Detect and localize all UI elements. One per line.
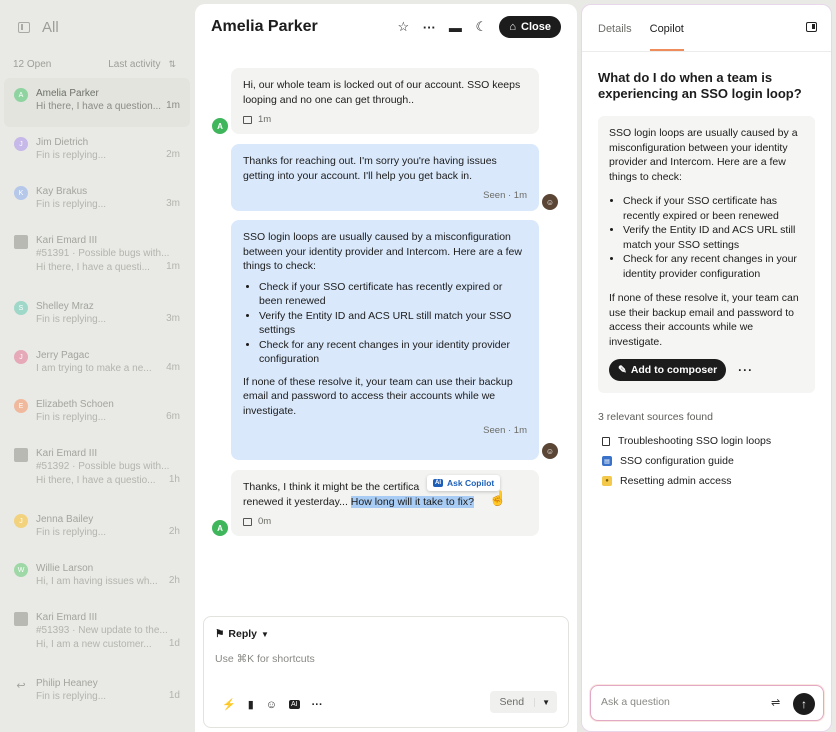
message-bullets (259, 280, 527, 367)
chevron-down-icon: ▼ (261, 629, 269, 639)
agent-message (231, 144, 539, 211)
conversation-snippet: Hi there, I have a questi... (36, 262, 150, 273)
bullet-item: • Check if your SSO certificate has recently expired or been renewed (259, 280, 527, 309)
book-icon (602, 437, 610, 446)
sort-label: Last activity (108, 58, 161, 70)
conversation-time: 2h (168, 526, 180, 537)
avatar: A (212, 520, 228, 536)
conversation-title: Amelia Parker (211, 18, 318, 35)
source-item[interactable] (602, 471, 815, 491)
message-text: Hi, our whole team is locked out of our account. SSO keeps looping and no one can get through.. (243, 79, 521, 106)
message-text-part: renewed it yesterday... (243, 495, 351, 508)
composer-toolbar (222, 698, 323, 711)
ask-copilot-label: Ask Copilot (447, 478, 495, 488)
conversation-name: Elizabeth Schoen (36, 399, 114, 410)
copilot-question: What do I do when a team is experiencing an SSO login loop? (598, 70, 802, 101)
conversation-item[interactable] (4, 78, 190, 127)
conversation-time: 1d (168, 690, 180, 701)
emoji-icon[interactable]: ☺ (265, 698, 277, 711)
send-button[interactable] (490, 691, 557, 713)
ticket-icon (14, 448, 28, 462)
conversation-time: 1m (166, 261, 180, 272)
source-title: Troubleshooting SSO login loops (618, 435, 772, 447)
conversation-snippet: Fin is replying... (36, 527, 107, 538)
open-count[interactable]: 12 Open (13, 58, 52, 70)
check-icon: ⌂ (509, 21, 517, 33)
message-outro: If none of these resolve it, your team can use their backup email and password to access their accounts while we investigate. (243, 375, 513, 417)
conversation-ticket: #51393 · New update to the... (36, 625, 168, 636)
bullet-item: • Check if your SSO certificate has recently expired or been renewed (623, 194, 804, 223)
agent-avatar: ☺ (542, 443, 558, 459)
avatar: A (14, 88, 28, 102)
reply-arrow-icon: ↩ (16, 679, 26, 692)
ticket-icon[interactable]: ▬ (448, 19, 462, 35)
ai-icon: AI (435, 480, 441, 486)
avatar: J (14, 514, 28, 528)
add-to-composer-label: Add to composer (630, 363, 718, 376)
avatar: W (14, 563, 28, 577)
conversation-time: 1h (168, 474, 180, 485)
conversation-name: Kari Emard III (36, 612, 98, 623)
close-label: Close (521, 21, 551, 33)
conversation-item[interactable] (4, 438, 190, 504)
source-item[interactable] (602, 431, 815, 451)
chat-icon (243, 518, 252, 526)
avatar: E (14, 399, 28, 413)
inbox-header (0, 0, 194, 54)
source-item[interactable] (602, 451, 815, 471)
panel-toggle-icon[interactable] (806, 22, 817, 32)
tab-copilot[interactable]: Copilot (650, 23, 684, 51)
conversation-item[interactable] (4, 176, 190, 225)
ask-question-input[interactable] (601, 696, 761, 708)
conversation-snippet: Hi there, I have a question... (36, 101, 162, 112)
conversation-time: 4m (166, 362, 180, 373)
conversation-panel (195, 4, 577, 732)
selected-text[interactable]: How long will it take to fix? (350, 495, 474, 508)
copilot-answer (598, 116, 815, 393)
conversation-name: Willie Larson (36, 563, 94, 574)
source-list (582, 423, 831, 491)
chat-icon (243, 116, 252, 124)
conversation-snippet: Fin is replying... (36, 691, 107, 702)
conversation-time: 1d (168, 638, 180, 649)
conversation-item[interactable] (4, 291, 190, 340)
send-label: Send (499, 696, 525, 708)
send-arrow-icon[interactable]: ↑ (793, 693, 815, 715)
bullet-item: • Verify the Entity ID and ACS URL still match your SSO settings (259, 309, 527, 338)
conversation-time: 2m (166, 149, 180, 160)
reply-composer (203, 616, 569, 728)
inbox-sidebar (0, 0, 194, 732)
conversation-actions (395, 16, 561, 38)
ticket-icon (14, 612, 28, 626)
avatar: S (14, 301, 28, 315)
message-time: 1m (258, 114, 272, 125)
sources-title: 3 relevant sources found (598, 411, 713, 423)
lightning-icon[interactable]: ⚡ (222, 699, 236, 711)
ticket-icon (14, 235, 28, 249)
agent-message (231, 220, 539, 460)
conversation-snippet: Fin is replying... (36, 199, 107, 210)
conversation-item[interactable] (4, 602, 190, 668)
lock-icon: ● (602, 476, 612, 486)
bullet-item: • Check for any recent changes in your identity provider configuration (259, 338, 527, 367)
conversation-name: Kay Brakus (36, 186, 88, 197)
conversation-item[interactable] (4, 225, 190, 291)
avatar: J (14, 350, 28, 364)
bullet-item: • Check for any recent changes in your identity provider configuration (623, 252, 804, 281)
reply-mode-label: Reply (228, 628, 258, 640)
conversation-ticket: #51392 · Possible bugs with... (36, 461, 170, 472)
conversation-name: Kari Emard III (36, 448, 98, 459)
conversation-name: Kari Emard III (36, 235, 98, 246)
sort-icon: ⇅ (168, 58, 176, 69)
conversation-snippet: Fin is replying... (36, 412, 107, 423)
more-icon[interactable]: ··· (311, 698, 323, 711)
copilot-panel (581, 4, 832, 732)
bullet-item: • Verify the Entity ID and ACS URL still match your SSO settings (623, 223, 804, 252)
conversation-snippet: Hi there, I have a questio... (36, 475, 156, 486)
sort-control[interactable] (108, 59, 176, 70)
reply-flag-icon: ⚑ (215, 628, 225, 640)
bookmark-icon[interactable]: ▮ (247, 699, 254, 711)
conversation-ticket: #51391 · Possible bugs with... (36, 248, 170, 259)
conversation-snippet: Hi, I am having issues wh... (36, 576, 158, 587)
add-to-composer-button[interactable] (609, 359, 726, 381)
message-meta: Seen · 1m (483, 190, 527, 201)
conversation-item[interactable] (4, 504, 190, 553)
answer-intro: SSO login loops are usually caused by a misconfiguration between your identity provider and Intercom. Here are a few things to check: (609, 127, 798, 183)
message-time: 0m (258, 516, 272, 527)
conversation-header (195, 4, 577, 50)
hand-cursor-icon: ☝ (489, 490, 507, 506)
answer-bullets (623, 194, 804, 281)
source-title: SSO configuration guide (620, 455, 734, 467)
more-icon[interactable]: ··· (738, 362, 754, 377)
agent-avatar: ☺ (542, 194, 558, 210)
ai-icon[interactable]: AI (291, 701, 298, 708)
panel-tabs (582, 5, 831, 51)
customer-message (231, 68, 539, 134)
inbox-title: All (42, 18, 59, 36)
conversation-time: 3m (166, 198, 180, 209)
conversation-item[interactable] (4, 668, 190, 717)
answer-actions (609, 359, 804, 381)
message-meta (243, 113, 527, 128)
avatar: A (212, 118, 228, 134)
conversation-item[interactable] (4, 127, 190, 176)
filter-icon[interactable]: ⇌ (771, 697, 781, 709)
conversation-name: Philip Heaney (36, 678, 98, 689)
article-icon: ▤ (602, 456, 612, 466)
avatar: J (14, 137, 28, 151)
composer-input[interactable]: Use ⌘K for shortcuts (215, 653, 315, 665)
conversation-name: Shelley Mraz (36, 301, 94, 312)
conversation-time: 2h (168, 575, 180, 586)
conversation-name: Jerry Pagac (36, 350, 90, 361)
message-meta (243, 515, 527, 530)
ask-copilot-button[interactable] (427, 475, 500, 491)
pen-icon: ✎ (618, 363, 627, 376)
message-meta: Seen · 1m (483, 425, 527, 436)
star-icon[interactable]: ☆ (397, 19, 410, 34)
snooze-icon[interactable]: ☾ (475, 19, 488, 34)
sidebar-toggle-icon[interactable] (18, 22, 30, 33)
conversation-time: 6m (166, 411, 180, 422)
inbox-filter-bar (0, 54, 194, 74)
conversation-time: 3m (166, 313, 180, 324)
conversation-name: Jenna Bailey (36, 514, 94, 525)
conversation-snippet: I am trying to make a ne... (36, 363, 152, 374)
more-icon[interactable]: ··· (422, 19, 436, 35)
chevron-down-icon[interactable]: ▼ (534, 698, 557, 707)
reply-mode-selector[interactable] (215, 628, 269, 640)
conversation-snippet: Fin is replying... (36, 314, 107, 325)
conversation-time: 1m (166, 100, 180, 111)
conversation-name: Jim Dietrich (36, 137, 89, 148)
message-text-part: Thanks, I think it might be the certifica (243, 481, 420, 493)
conversation-snippet: Hi, I am a new customer... (36, 639, 152, 650)
conversation-name: Amelia Parker (36, 88, 99, 99)
message-text: Thanks for reaching out. I'm sorry you're having issues getting into your account. I'll help you get back in. (243, 155, 497, 182)
message-intro: SSO login loops are usually caused by a misconfiguration between your identity provider and Intercom. Here are a few things to check: (243, 231, 522, 272)
conversation-item[interactable] (4, 553, 190, 602)
source-title: Resetting admin access (620, 475, 732, 487)
conversation-item[interactable] (4, 340, 190, 389)
conversation-item[interactable] (4, 389, 190, 438)
conversation-snippet: Fin is replying... (36, 150, 107, 161)
close-button[interactable] (499, 16, 561, 38)
tab-details[interactable]: Details (598, 23, 632, 35)
ask-question-box (590, 685, 824, 721)
conversation-list (0, 78, 194, 717)
avatar: K (14, 186, 28, 200)
answer-outro: If none of these resolve it, your team can use their backup email and password to access their accounts while we investigate. (609, 292, 799, 348)
